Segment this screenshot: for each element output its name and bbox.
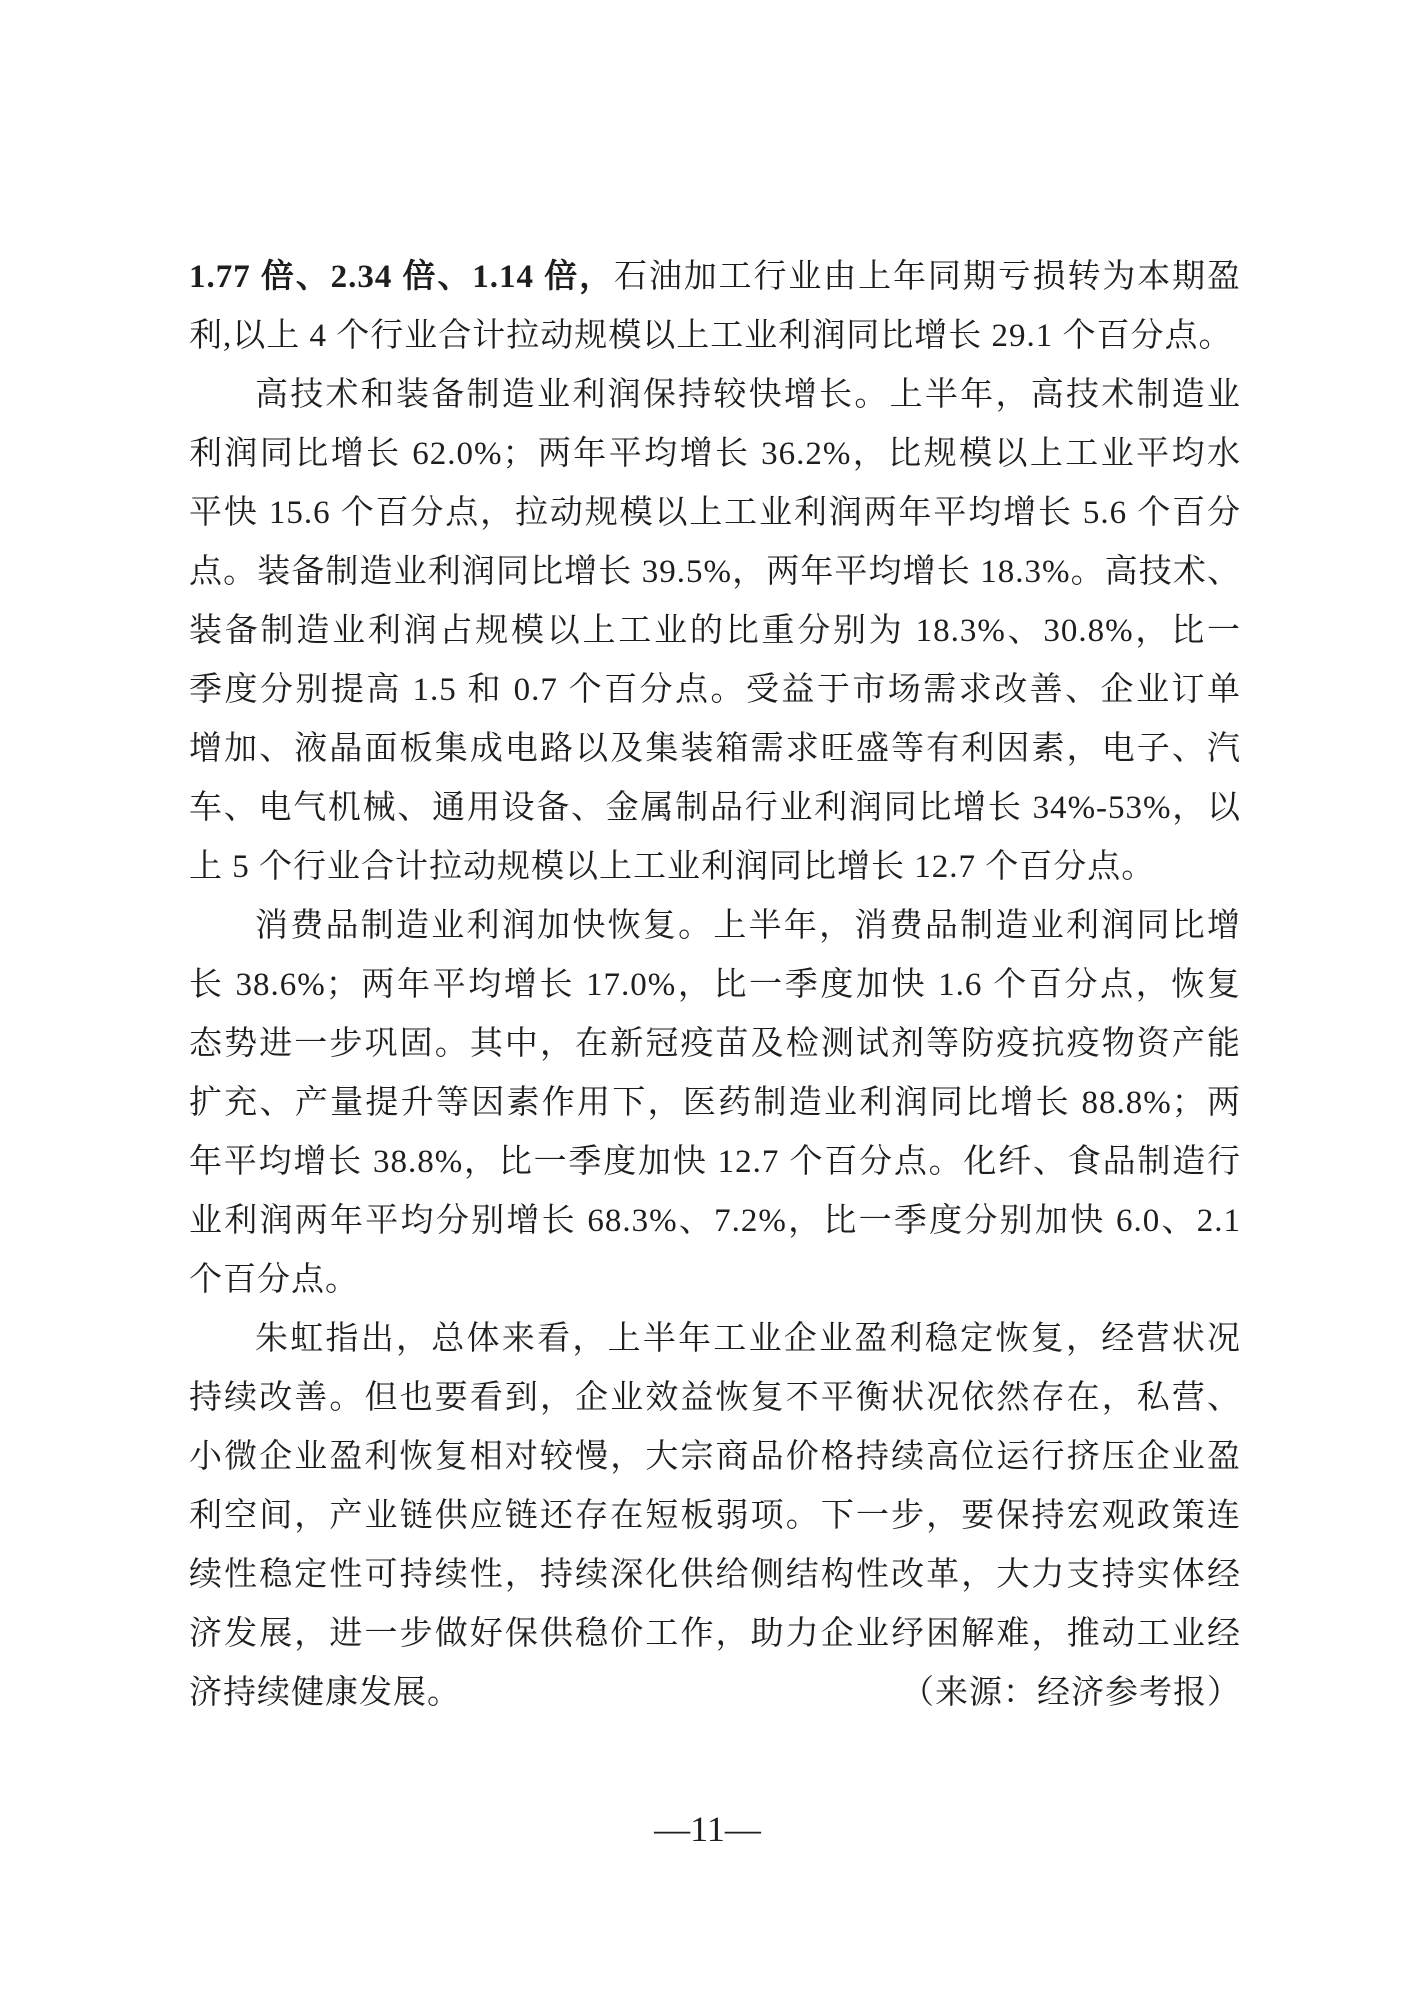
- page-number: —11—: [654, 1809, 761, 1849]
- text-line: 高技术和装备制造业利润保持较快增长。上半年，高技术制造业: [255, 377, 1241, 413]
- text-line: 济发展，进一步做好保供稳价工作，助力企业纾困解难，推动工业经: [189, 1616, 1241, 1652]
- text-line: 季度分别提高 1.5 和 0.7 个百分点。受益于市场需求改善、企业订单: [189, 672, 1241, 708]
- text-line: 个百分点。: [189, 1262, 359, 1298]
- text-run: 济持续健康发展。: [189, 1675, 461, 1711]
- text-line: 上 5 个行业合计拉动规模以上工业利润同比增长 12.7 个百分点。: [189, 849, 1156, 885]
- text-line: 持续改善。但也要看到，企业效益恢复不平衡状况依然存在，私营、: [189, 1380, 1241, 1416]
- body-text: [189, 248, 1241, 1723]
- text-line: 利,以上 4 个行业合计拉动规模以上工业利润同比增长 29.1 个百分点。: [189, 318, 1233, 354]
- text-line: 装备制造业利润占规模以上工业的比重分别为 18.3%、30.8%，比一: [189, 613, 1241, 649]
- text-line: [189, 248, 1241, 307]
- text-line: 续性稳定性可持续性，持续深化供给侧结构性改革，大力支持实体经: [189, 1557, 1241, 1593]
- text-line: 车、电气机械、通用设备、金属制品行业利润同比增长 34%-53%，以: [189, 790, 1241, 826]
- text-line: 平快 15.6 个百分点，拉动规模以上工业利润两年平均增长 5.6 个百分: [189, 495, 1241, 531]
- text-line: 小微企业盈利恢复相对较慢，大宗商品价格持续高位运行挤压企业盈: [189, 1439, 1241, 1475]
- text-line: 态势进一步巩固。其中，在新冠疫苗及检测试剂等防疫抗疫物资产能: [189, 1026, 1241, 1062]
- text-line: 朱虹指出，总体来看，上半年工业企业盈利稳定恢复，经营状况: [255, 1321, 1241, 1357]
- bold-lead: 1.77 倍、2.34 倍、1.14 倍，: [189, 259, 614, 295]
- text-line: 年平均增长 38.8%，比一季度加快 12.7 个百分点。化纤、食品制造行: [189, 1144, 1241, 1180]
- text-line: 扩充、产量提升等因素作用下，医药制造业利润同比增长 88.8%；两: [189, 1085, 1241, 1121]
- text-line: 点。装备制造业利润同比增长 39.5%，两年平均增长 18.3%。高技术、: [189, 554, 1241, 590]
- text-line: 业利润两年平均分别增长 68.3%、7.2%，比一季度分别加快 6.0、2.1: [189, 1203, 1241, 1239]
- text-line: 长 38.6%；两年平均增长 17.0%，比一季度加快 1.6 个百分点，恢复: [189, 967, 1241, 1003]
- text-line: 利空间，产业链供应链还存在短板弱项。下一步，要保持宏观政策连: [189, 1498, 1241, 1534]
- text-line: 增加、液晶面板集成电路以及集装箱需求旺盛等有利因素，电子、汽: [189, 731, 1241, 767]
- text-run: 石油加工行业由上年同期亏损转为本期盈: [613, 259, 1241, 295]
- source-attribution: （来源：经济参考报）: [901, 1675, 1241, 1711]
- text-line: 利润同比增长 62.0%；两年平均增长 36.2%，比规模以上工业平均水: [189, 436, 1241, 472]
- text-line: 消费品制造业利润加快恢复。上半年，消费品制造业利润同比增: [255, 908, 1241, 944]
- text-line: [189, 1664, 1241, 1723]
